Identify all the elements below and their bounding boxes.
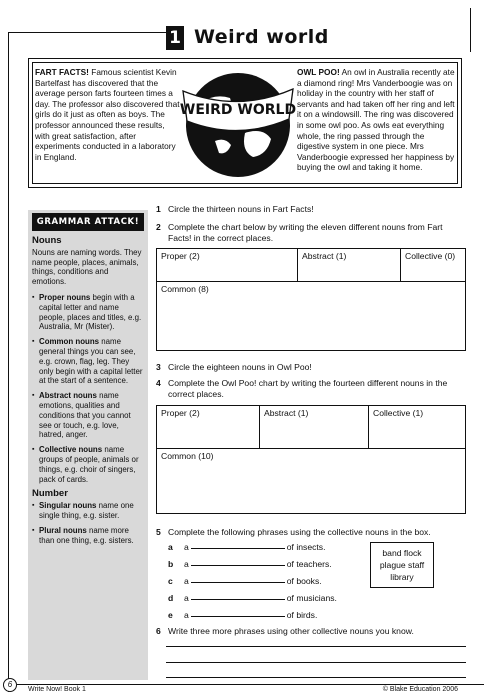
phrase-a xyxy=(168,542,325,553)
phrase-b xyxy=(168,559,332,570)
fart-facts-body: Famous scientist Kevin Bartelfast has discovered that the average person farts fourteen times a day. The professor also discovered that girls do it just as often as boys. The professor announced these results, with great satisfaction, after experiments conducted in a laboratory in England. xyxy=(35,67,180,162)
word-box-line: library xyxy=(390,572,414,582)
chart2-common-cell[interactable] xyxy=(156,448,466,514)
grammar-attack-banner: GRAMMAR ATTACK! xyxy=(32,213,144,231)
q6-text: Write three more phrases using other collective nouns you know. xyxy=(168,626,414,636)
abstract-term: Abstract nouns xyxy=(39,391,97,401)
header-rule-right xyxy=(470,8,471,52)
phrase-ending: of teachers. xyxy=(286,559,332,569)
globe-banner-text: WEIRD WORLD xyxy=(179,102,297,118)
grammar-content xyxy=(32,236,144,550)
phrase-c xyxy=(168,576,322,587)
phrase-article: a xyxy=(184,542,189,552)
answer-line[interactable] xyxy=(166,677,466,678)
page-number: 6 xyxy=(3,678,17,692)
common-nouns-item xyxy=(32,337,144,386)
singular-term: Singular nouns xyxy=(39,501,97,511)
word-box-line: plague staff xyxy=(379,560,425,570)
answer-line[interactable] xyxy=(166,646,466,647)
plural-nouns-item xyxy=(32,526,144,546)
proper-term: Proper nouns xyxy=(39,292,91,302)
phrase-letter: d xyxy=(168,593,174,603)
proper-nouns-item xyxy=(32,293,144,332)
footer-copyright: © Blake Education 2006 xyxy=(382,686,458,693)
abstract-text: name emotions, qualities and conditions that you cannot see or touch, e.g. love, hatred, anger. xyxy=(39,391,131,440)
phrase-d xyxy=(168,593,337,604)
phrase-article: a xyxy=(184,610,189,620)
q6-number: 6 xyxy=(156,626,161,636)
weird-world-globe xyxy=(175,63,301,181)
chart2-proper-label: Proper (2) xyxy=(161,408,200,418)
collective-term: Collective nouns xyxy=(39,445,103,455)
chart1-proper-label: Proper (2) xyxy=(161,251,200,261)
fart-facts-title: FART FACTS! xyxy=(35,67,89,77)
q5-number: 5 xyxy=(156,527,161,537)
chart2-abstract-cell[interactable] xyxy=(259,405,369,449)
q3-number: 3 xyxy=(156,362,161,372)
phrase-article: a xyxy=(184,593,189,603)
plural-term: Plural nouns xyxy=(39,525,87,535)
phrase-ending: of insects. xyxy=(286,542,326,552)
chart2-collective-cell[interactable] xyxy=(368,405,466,449)
chart1-collective-cell[interactable] xyxy=(400,248,466,282)
word-box-line: band flock xyxy=(382,548,422,558)
owl-poo-title: OWL POO! xyxy=(297,67,340,77)
phrase-blank[interactable] xyxy=(191,565,285,566)
common-term: Common nouns xyxy=(39,337,100,347)
phrase-ending: of musicians. xyxy=(286,593,337,603)
phrase-ending: of birds. xyxy=(286,610,318,620)
unit-number: 1 xyxy=(166,26,184,50)
phrase-article: a xyxy=(184,576,189,586)
owl-poo-text xyxy=(297,67,457,173)
footer-book-title: Write Now! Book 1 xyxy=(28,686,86,693)
chart2-common-label: Common (10) xyxy=(161,451,214,461)
collective-nouns-item xyxy=(32,445,144,484)
owl-poo-body: An owl in Australia recently ate a diamond ring! Mrs Vanderboogie was on holiday in the country with her staff of servants and had taken off her ring and left it on a windowsill. The ring was discovered in some owl poo. As owls eat everything whole, the ring passed through the digestive system in one piece. Mrs Vanderboogie expressed her happiness by buying the owl and taking it home. xyxy=(297,67,455,173)
chart1-abstract-cell[interactable] xyxy=(297,248,401,282)
q2-text: Complete the chart below by writing the eleven different nouns from Fart Facts! in the correct places. xyxy=(168,222,443,243)
page-border-left xyxy=(8,32,9,692)
phrase-ending: of books. xyxy=(286,576,322,586)
q4-number: 4 xyxy=(156,378,161,388)
intro-box xyxy=(28,58,462,188)
singular-text: name one single thing, e.g. sister. xyxy=(39,501,134,520)
phrase-letter: c xyxy=(168,576,173,586)
collective-text: name groups of people, animals or things, e.g. choir of singers, pack of cards. xyxy=(39,445,139,484)
q1-text: Circle the thirteen nouns in Fart Facts! xyxy=(168,204,314,214)
phrase-letter: e xyxy=(168,610,173,620)
phrase-letter: b xyxy=(168,559,174,569)
phrase-blank[interactable] xyxy=(191,616,285,617)
plural-text: name more than one thing, e.g. sisters. xyxy=(39,525,134,545)
header-rule xyxy=(8,32,166,33)
nouns-heading: Nouns xyxy=(32,235,62,246)
answer-line[interactable] xyxy=(166,662,466,663)
phrase-blank[interactable] xyxy=(191,599,285,600)
q3-text: Circle the eighteen nouns in Owl Poo! xyxy=(168,362,312,372)
phrase-e xyxy=(168,610,317,621)
abstract-nouns-item xyxy=(32,391,144,440)
phrase-blank[interactable] xyxy=(191,548,285,549)
q2-number: 2 xyxy=(156,222,161,232)
chart1-common-label: Common (8) xyxy=(161,284,209,294)
q1-number: 1 xyxy=(156,204,161,214)
noun-types-list xyxy=(32,293,144,484)
chart2-proper-cell[interactable] xyxy=(156,405,260,449)
phrase-letter: a xyxy=(168,542,173,552)
nouns-intro: Nouns are naming words. They name people, places, animals, things, conditions and emotions. xyxy=(32,247,142,287)
proper-text: begin with a capital letter and name people, places and titles, e.g. Australia, Mr (Mister). xyxy=(39,292,142,332)
chart1-abstract-label: Abstract (1) xyxy=(302,251,347,261)
footer-rule xyxy=(17,684,484,685)
page-title: Weird world xyxy=(194,26,329,48)
number-heading: Number xyxy=(32,488,68,500)
chart2-abstract-label: Abstract (1) xyxy=(264,408,309,418)
chart1-proper-cell[interactable] xyxy=(156,248,298,282)
q4-text: Complete the Owl Poo! chart by writing the fourteen different nouns in the correct places. xyxy=(168,378,448,399)
singular-nouns-item xyxy=(32,501,144,521)
chart1-common-cell[interactable] xyxy=(156,281,466,351)
chart1-collective-label: Collective (0) xyxy=(405,251,456,261)
collective-word-box xyxy=(370,542,434,588)
phrase-article: a xyxy=(184,559,189,569)
common-text: name general things you can see, e.g. crown, flag, leg. They only begin with a capital letter at the start of a sentence. xyxy=(39,337,143,386)
phrase-blank[interactable] xyxy=(191,582,285,583)
fart-facts-text xyxy=(35,67,180,162)
q5-text: Complete the following phrases using the collective nouns in the box. xyxy=(168,527,431,537)
chart2-collective-label: Collective (1) xyxy=(373,408,424,418)
number-list xyxy=(32,501,144,545)
